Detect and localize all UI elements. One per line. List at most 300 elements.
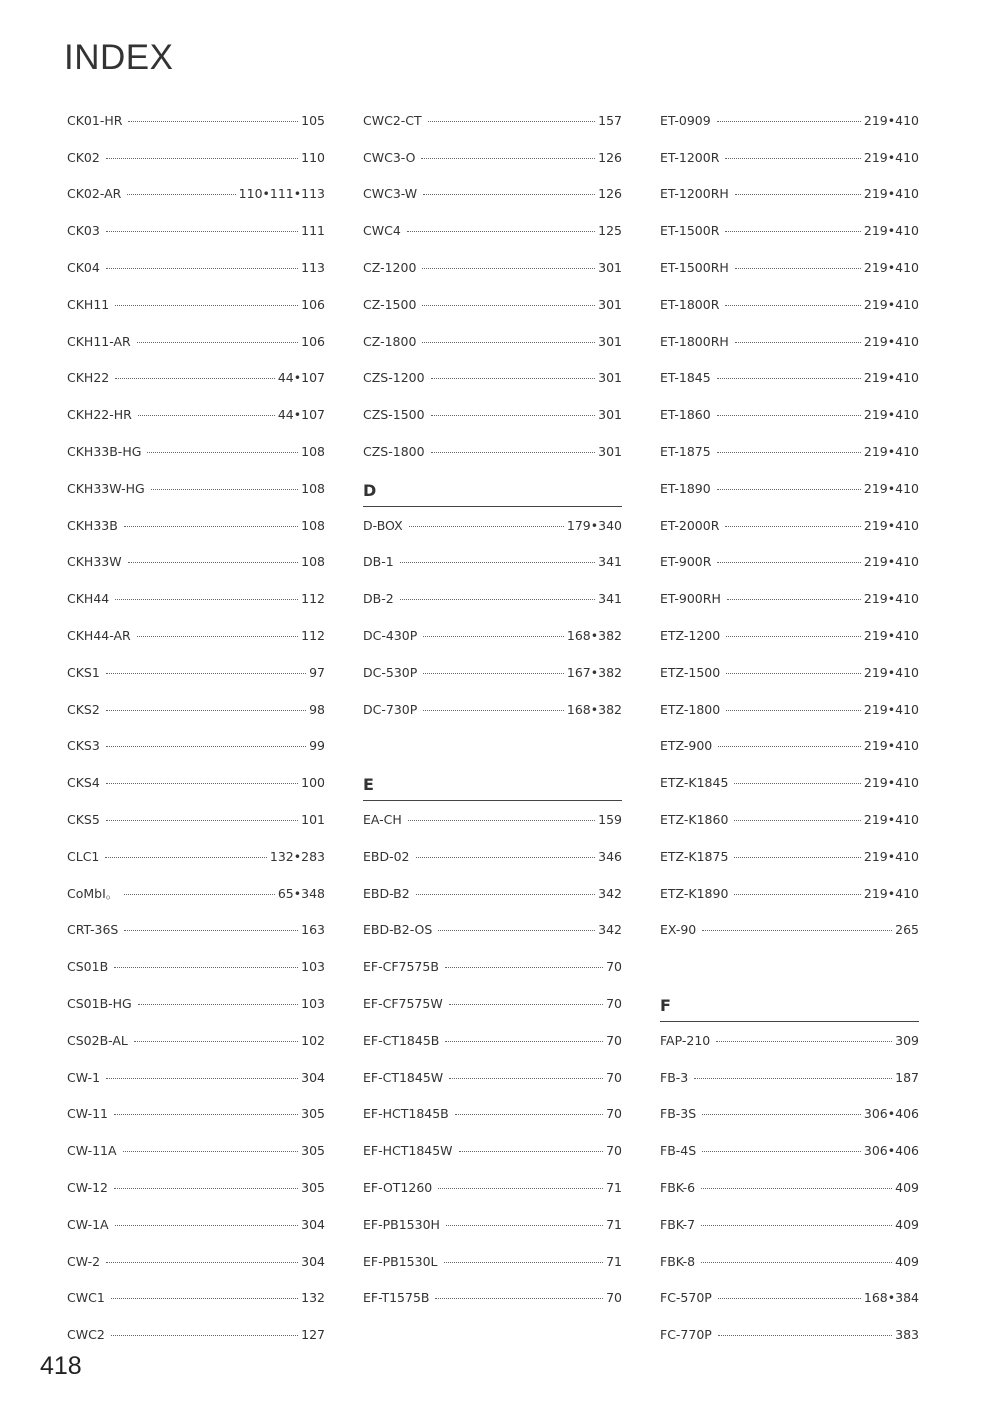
dot-leader	[727, 599, 861, 600]
dot-leader	[717, 452, 861, 453]
index-entry	[660, 1316, 919, 1353]
entry-label: CKS4	[67, 775, 100, 791]
entry-page-ref: 301	[598, 407, 622, 423]
entry-label: EF-CT1845B	[363, 1032, 440, 1048]
index-group-f	[660, 1022, 919, 1353]
index-entry	[660, 470, 919, 507]
index-group-e-cont	[660, 102, 919, 948]
entry-page-ref: 219•410	[863, 186, 919, 202]
index-entry	[363, 544, 622, 581]
index-entry	[363, 1096, 622, 1133]
index-entry	[660, 433, 919, 470]
index-entry	[67, 139, 325, 176]
entry-page-ref: 71	[606, 1216, 622, 1232]
index-entry	[67, 102, 325, 139]
entry-page-ref: 219•410	[863, 554, 919, 570]
index-column-1	[67, 102, 325, 1353]
dot-leader	[138, 1004, 298, 1005]
dot-leader	[111, 1298, 298, 1299]
entry-label: FB-3S	[660, 1106, 697, 1122]
entry-label: EF-CF7575B	[363, 959, 439, 975]
index-entry	[660, 1206, 919, 1243]
dot-leader	[407, 231, 595, 232]
index-entry	[67, 507, 325, 544]
dot-leader	[114, 967, 298, 968]
entry-label: ET-1200RH	[660, 186, 729, 202]
entry-label: EF-HCT1845B	[363, 1106, 449, 1122]
index-column-2	[363, 102, 622, 1316]
index-entry	[660, 654, 919, 691]
entry-label: ET-1800R	[660, 296, 720, 312]
index-entry	[67, 801, 325, 838]
dot-leader	[431, 452, 596, 453]
entry-label: EA-CH	[363, 812, 402, 828]
entry-label: CKS5	[67, 812, 100, 828]
page-title: INDEX	[64, 38, 174, 77]
dot-leader	[151, 489, 298, 490]
entry-page-ref: 301	[598, 370, 622, 386]
entry-page-ref: 219•410	[863, 333, 919, 349]
dot-leader	[421, 158, 595, 159]
entry-label: ETZ-1500	[660, 664, 721, 680]
entry-page-ref: 159	[598, 812, 622, 828]
entry-page-ref: 305	[301, 1106, 325, 1122]
entry-page-ref: 306•406	[863, 1143, 919, 1159]
entry-label: CW-2	[67, 1253, 101, 1269]
index-entry	[363, 286, 622, 323]
entry-label: CZS-1800	[363, 444, 425, 460]
entry-page-ref: 168•382	[566, 701, 622, 717]
section-header-e: E	[363, 764, 622, 801]
entry-label: CKH33B	[67, 517, 118, 533]
dot-leader	[435, 1298, 603, 1299]
index-entry	[660, 507, 919, 544]
entry-page-ref: 110	[301, 149, 325, 165]
dot-leader	[423, 636, 564, 637]
entry-page-ref: 108	[301, 517, 325, 533]
dot-leader	[106, 231, 298, 232]
dot-leader	[400, 562, 595, 563]
index-entry	[67, 764, 325, 801]
entry-page-ref: 100	[301, 775, 325, 791]
dot-leader	[423, 710, 564, 711]
entry-page-ref: 219•410	[863, 370, 919, 386]
index-entry	[67, 544, 325, 581]
entry-label: CK04	[67, 260, 100, 276]
dot-leader	[128, 121, 298, 122]
index-entry	[67, 1280, 325, 1317]
entry-page-ref: 219•410	[863, 591, 919, 607]
index-entry	[363, 433, 622, 470]
dot-leader	[734, 857, 861, 858]
dot-leader	[422, 268, 595, 269]
index-entry	[67, 985, 325, 1022]
dot-leader	[449, 1078, 603, 1079]
index-entry	[660, 249, 919, 286]
dot-leader	[111, 1335, 298, 1336]
dot-leader	[105, 857, 267, 858]
entry-page-ref: 103	[301, 996, 325, 1012]
entry-label: ET-1200R	[660, 149, 720, 165]
dot-leader	[718, 1335, 892, 1336]
dot-leader	[735, 194, 861, 195]
index-entry	[660, 838, 919, 875]
dot-leader	[115, 378, 275, 379]
entry-label: EF-T1575B	[363, 1290, 430, 1306]
entry-label: DC-730P	[363, 701, 418, 717]
dot-leader	[701, 1188, 892, 1189]
index-entry	[67, 1206, 325, 1243]
entry-label: CWC1	[67, 1290, 105, 1306]
dot-leader	[449, 1004, 603, 1005]
dot-leader	[400, 599, 595, 600]
entry-label: CWC2-CT	[363, 112, 422, 128]
index-entry	[363, 985, 622, 1022]
index-entry	[363, 1059, 622, 1096]
entry-page-ref: 44•107	[277, 407, 325, 423]
entry-page-ref: 219•410	[863, 296, 919, 312]
section-spacer	[660, 948, 919, 985]
index-entry	[67, 912, 325, 949]
entry-label: DC-430P	[363, 628, 418, 644]
entry-page-ref: 409	[895, 1180, 919, 1195]
dot-leader	[127, 194, 235, 195]
entry-label: ETZ-K1875	[660, 848, 729, 864]
index-column-3	[660, 102, 919, 1353]
index-entry	[363, 654, 622, 691]
index-group-c	[363, 102, 622, 470]
entry-label: CS01B	[67, 959, 109, 975]
dot-leader	[725, 231, 861, 232]
index-entry	[660, 1132, 919, 1169]
index-entry	[363, 838, 622, 875]
index-entry	[67, 1132, 325, 1169]
index-entry	[660, 396, 919, 433]
entry-label: CS01B-HG	[67, 996, 132, 1012]
entry-label: CK01-HR	[67, 112, 123, 128]
entry-page-ref: 127	[301, 1327, 325, 1343]
entry-label: EF-CF7575W	[363, 996, 443, 1012]
entry-label: ET-1875	[660, 444, 711, 460]
entry-page-ref: 70	[606, 1143, 622, 1159]
dot-leader	[114, 1114, 298, 1115]
index-entry	[67, 396, 325, 433]
dot-leader	[725, 305, 861, 306]
dot-leader	[431, 378, 596, 379]
index-entry	[363, 801, 622, 838]
index-entry	[660, 1096, 919, 1133]
index-entry	[67, 1059, 325, 1096]
entry-page-ref: 309	[895, 1032, 919, 1048]
entry-page-ref: 102	[301, 1032, 325, 1048]
entry-page-ref: 304	[301, 1069, 325, 1085]
entry-label: CKS3	[67, 738, 100, 754]
dot-leader	[124, 894, 275, 895]
entry-page-ref: 305	[301, 1180, 325, 1195]
entry-page-ref: 301	[598, 296, 622, 312]
index-entry	[363, 617, 622, 654]
dot-leader	[446, 1225, 603, 1226]
entry-label: CKH11	[67, 296, 110, 312]
entry-label: ET-2000R	[660, 517, 720, 533]
entry-label: ET-1860	[660, 407, 711, 423]
entry-label: EF-PB1530L	[363, 1253, 438, 1269]
entry-page-ref: 301	[598, 260, 622, 276]
entry-page-ref: 219•410	[863, 738, 919, 754]
index-entry	[67, 948, 325, 985]
index-entry	[67, 1243, 325, 1280]
dot-leader	[438, 1188, 603, 1189]
index-entry	[363, 1022, 622, 1059]
index-entry	[363, 176, 622, 213]
entry-page-ref: 219•410	[863, 885, 919, 901]
entry-page-ref: 219•410	[863, 775, 919, 791]
entry-label: FC-570P	[660, 1290, 712, 1306]
entry-label: EF-PB1530H	[363, 1216, 440, 1232]
index-entry	[67, 838, 325, 875]
entry-label: CK03	[67, 223, 100, 239]
entry-page-ref: 126	[598, 149, 622, 165]
index-entry	[363, 1243, 622, 1280]
entry-label: ET-1890	[660, 480, 711, 496]
index-entry	[363, 102, 622, 139]
entry-page-ref: 219•410	[863, 223, 919, 239]
entry-page-ref: 132	[301, 1290, 325, 1306]
dot-leader	[422, 342, 595, 343]
entry-label: CKH33W	[67, 554, 122, 570]
section-header-d: D	[363, 470, 622, 507]
entry-page-ref: 98	[309, 701, 325, 717]
index-entry	[660, 912, 919, 949]
entry-page-ref: 108	[301, 554, 325, 570]
index-group-e	[363, 801, 622, 1316]
index-entry	[660, 286, 919, 323]
entry-label: EF-OT1260	[363, 1180, 433, 1195]
dot-leader	[409, 526, 564, 527]
dot-leader	[106, 268, 298, 269]
entry-label: ETZ-K1845	[660, 775, 729, 791]
entry-page-ref: 219•410	[863, 848, 919, 864]
dot-leader	[106, 746, 306, 747]
entry-page-ref: 132•283	[269, 848, 325, 864]
entry-page-ref: 168•384	[863, 1290, 919, 1306]
index-entry	[67, 1022, 325, 1059]
entry-page-ref: 304	[301, 1253, 325, 1269]
entry-label: ET-0909	[660, 112, 711, 128]
entry-page-ref: 219•410	[863, 480, 919, 496]
entry-page-ref: 70	[606, 1032, 622, 1048]
entry-page-ref: 70	[606, 959, 622, 975]
entry-page-ref: 219•410	[863, 444, 919, 460]
entry-page-ref: 409	[895, 1253, 919, 1269]
dot-leader	[422, 305, 595, 306]
entry-page-ref: 341	[598, 591, 622, 607]
entry-page-ref: 304	[301, 1216, 325, 1232]
entry-page-ref: 305	[301, 1143, 325, 1159]
dot-leader	[702, 1151, 861, 1152]
entry-label: ETZ-K1860	[660, 812, 729, 828]
entry-page-ref: 106	[301, 333, 325, 349]
entry-page-ref: 219•410	[863, 149, 919, 165]
index-entry	[660, 875, 919, 912]
dot-leader	[726, 673, 861, 674]
entry-page-ref: 383	[895, 1327, 919, 1343]
dot-leader	[726, 710, 861, 711]
entry-label: CKH33B-HG	[67, 444, 142, 460]
index-entry	[363, 249, 622, 286]
entry-label: FC-770P	[660, 1327, 712, 1343]
index-entry	[363, 323, 622, 360]
entry-page-ref: 219•410	[863, 260, 919, 276]
entry-page-ref: 265	[895, 922, 919, 938]
entry-label: DB-2	[363, 591, 394, 607]
entry-label: DC-530P	[363, 664, 418, 680]
entry-label: CKS2	[67, 701, 100, 717]
dot-leader	[115, 1225, 299, 1226]
dot-leader	[106, 158, 298, 159]
entry-page-ref: 113	[301, 260, 325, 276]
entry-page-ref: 167•382	[566, 664, 622, 680]
entry-label: FBK-6	[660, 1180, 696, 1195]
entry-label: CZ-1500	[363, 296, 417, 312]
entry-page-ref: 168•382	[566, 628, 622, 644]
entry-page-ref: 179•340	[566, 517, 622, 533]
entry-page-ref: 112	[301, 628, 325, 644]
page-number: 418	[40, 1352, 82, 1380]
entry-label: CKH33W-HG	[67, 480, 145, 496]
entry-page-ref: 342	[598, 885, 622, 901]
entry-label: EBD-02	[363, 848, 410, 864]
index-entry	[67, 470, 325, 507]
dot-leader	[718, 746, 861, 747]
entry-page-ref: 163	[301, 922, 325, 938]
dot-leader	[115, 305, 298, 306]
entry-label: CWC2	[67, 1327, 105, 1343]
entry-label: FBK-8	[660, 1253, 696, 1269]
dot-leader	[717, 121, 861, 122]
index-entry	[363, 139, 622, 176]
entry-page-ref: 70	[606, 1069, 622, 1085]
index-entry	[67, 617, 325, 654]
index-entry	[363, 1206, 622, 1243]
dot-leader	[423, 194, 595, 195]
dot-leader	[445, 1041, 603, 1042]
entry-page-ref: 219•410	[863, 664, 919, 680]
index-entry	[363, 507, 622, 544]
dot-leader	[137, 636, 298, 637]
dot-leader	[702, 1114, 861, 1115]
index-entry	[363, 1169, 622, 1206]
index-entry	[660, 544, 919, 581]
dot-leader	[717, 378, 861, 379]
dot-leader	[735, 342, 861, 343]
entry-page-ref: 219•410	[863, 701, 919, 717]
dot-leader	[725, 526, 861, 527]
entry-label: CW-11A	[67, 1143, 117, 1159]
index-entry	[660, 801, 919, 838]
entry-page-ref: 44•107	[277, 370, 325, 386]
index-entry	[67, 176, 325, 213]
entry-label: ET-1845	[660, 370, 711, 386]
dot-leader	[702, 930, 892, 931]
dot-leader	[138, 415, 275, 416]
dot-leader	[735, 268, 861, 269]
dot-leader	[734, 783, 861, 784]
dot-leader	[725, 158, 861, 159]
index-entry	[660, 1022, 919, 1059]
entry-label: CZ-1200	[363, 260, 417, 276]
index-entry	[660, 728, 919, 765]
entry-page-ref: 157	[598, 112, 622, 128]
index-entry	[363, 360, 622, 397]
entry-label: CW-1A	[67, 1216, 109, 1232]
entry-label: CRT-36S	[67, 922, 119, 938]
entry-page-ref: 341	[598, 554, 622, 570]
entry-label: FBK-7	[660, 1216, 696, 1232]
index-entry	[363, 875, 622, 912]
entry-page-ref: 112	[301, 591, 325, 607]
index-entry	[660, 764, 919, 801]
index-entry	[67, 1316, 325, 1353]
index-entry	[660, 691, 919, 728]
index-entry	[660, 176, 919, 213]
dot-leader	[455, 1114, 603, 1115]
entry-label: CKH11-AR	[67, 333, 131, 349]
dot-leader	[134, 1041, 298, 1042]
entry-page-ref: 103	[301, 959, 325, 975]
entry-page-ref: 105	[301, 112, 325, 128]
entry-page-ref: 108	[301, 480, 325, 496]
index-entry	[660, 360, 919, 397]
entry-label: CZS-1500	[363, 407, 425, 423]
dot-leader	[106, 710, 306, 711]
entry-label: CK02-AR	[67, 186, 122, 202]
entry-page-ref: 301	[598, 333, 622, 349]
dot-leader	[726, 636, 861, 637]
dot-leader	[106, 1078, 298, 1079]
dot-leader	[106, 820, 298, 821]
index-entry	[363, 1132, 622, 1169]
dot-leader	[124, 526, 298, 527]
index-entry	[363, 212, 622, 249]
dot-leader	[106, 1262, 298, 1263]
entry-page-ref: 409	[895, 1216, 919, 1232]
entry-label: CW-1	[67, 1069, 101, 1085]
index-entry	[67, 212, 325, 249]
dot-leader	[459, 1151, 604, 1152]
entry-page-ref: 187	[895, 1069, 919, 1085]
entry-label: CKH22	[67, 370, 110, 386]
entry-page-ref: 219•410	[863, 812, 919, 828]
entry-page-ref: 219•410	[863, 407, 919, 423]
section-header-f: F	[660, 985, 919, 1022]
entry-label: ETZ-1200	[660, 628, 721, 644]
dot-leader	[701, 1225, 892, 1226]
index-entry	[660, 323, 919, 360]
entry-page-ref: 110•111•113	[238, 186, 325, 202]
index-entry	[660, 212, 919, 249]
dot-leader	[416, 894, 595, 895]
entry-label: EF-HCT1845W	[363, 1143, 453, 1159]
section-spacer	[363, 728, 622, 765]
entry-label: EX-90	[660, 922, 697, 938]
index-entry	[67, 433, 325, 470]
dot-leader	[431, 415, 596, 416]
entry-page-ref: 219•410	[863, 112, 919, 128]
entry-label: CW-12	[67, 1180, 108, 1195]
dot-leader	[701, 1262, 892, 1263]
index-entry	[67, 580, 325, 617]
